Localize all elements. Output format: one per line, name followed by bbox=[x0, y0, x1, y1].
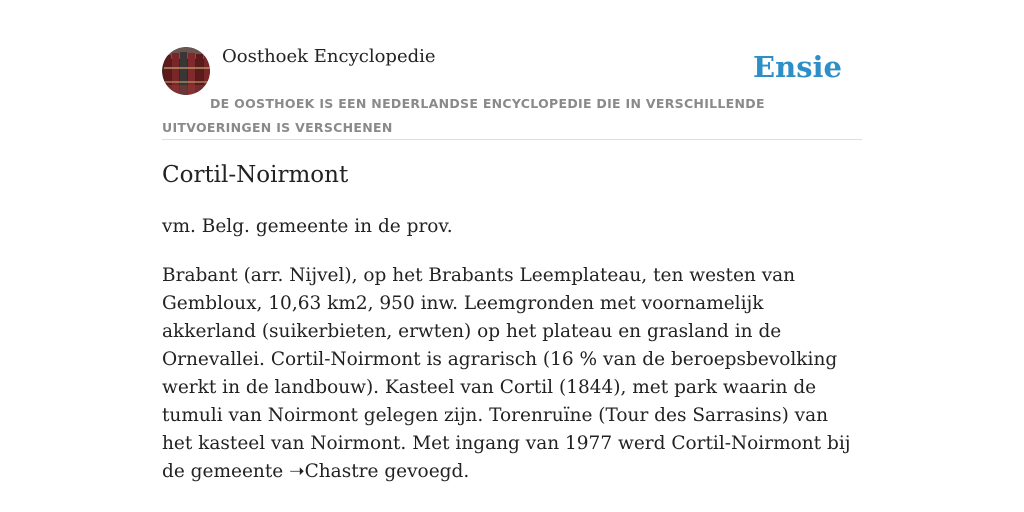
entry-body-text: Brabant (arr. Nijvel), op het Brabants Leemplateau, ten westen van Gembloux, 10,63 km2, 950 inw. Leemgronden met voornamelijk akkerland (suikerbieten, erwten) op het plateau en grasland in de Ornevallei. Cortil-Noirmont is agrarisch (16 % van de beroepsbevolking werkt in de landbouw). Kasteel van Cortil (1844), met park waarin de tumuli van Noirmont gelegen zijn. Torenruïne (Tour des Sarrasins) van het kasteel van Noirmont. Met ingang van 1977 werd Cortil-Noirmont bij de gemeente bbox=[162, 265, 851, 482]
ensie-logo[interactable]: Ensie bbox=[753, 50, 842, 84]
chastre-link-label: Chastre bbox=[304, 461, 379, 482]
source-tagline: DE OOSTHOEK IS EEN NEDERLANDSE ENCYCLOPEDIE DIE IN VERSCHILLENDE UITVOERINGEN IS VERSCHENEN bbox=[162, 96, 765, 135]
entry-lead: vm. Belg. gemeente in de prov. bbox=[162, 216, 453, 237]
entry-title: Cortil-Noirmont bbox=[162, 162, 349, 188]
entry-body-end: gevoegd. bbox=[378, 461, 470, 482]
arrow-right-icon: ➝ bbox=[289, 461, 305, 482]
entry-body bbox=[162, 262, 862, 486]
chastre-reference-link[interactable] bbox=[289, 461, 378, 482]
source-avatar[interactable] bbox=[162, 47, 210, 95]
header-divider bbox=[162, 139, 862, 140]
source-name[interactable]: Oosthoek Encyclopedie bbox=[222, 46, 436, 67]
encyclopedia-books-icon bbox=[162, 47, 210, 95]
